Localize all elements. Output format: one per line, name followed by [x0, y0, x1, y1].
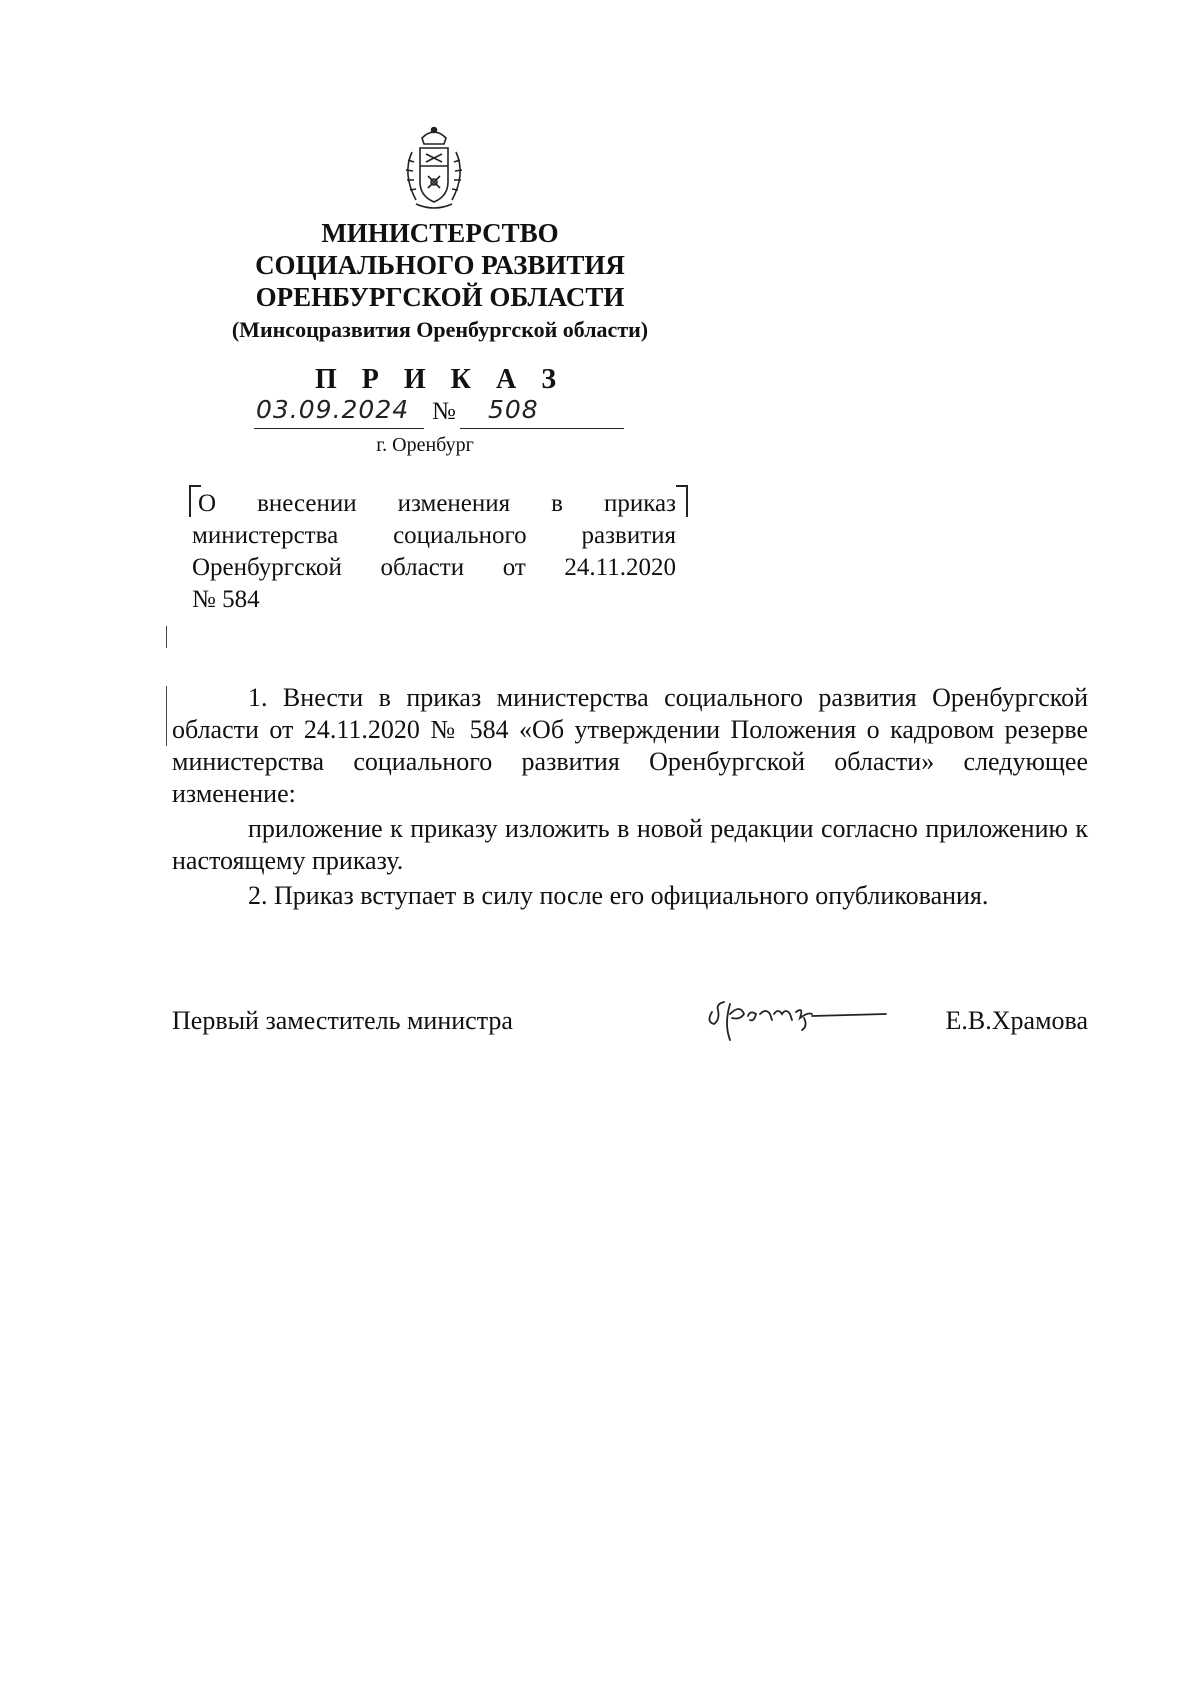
- subject-line-2: министерства социального развития: [192, 522, 676, 549]
- signatory-name: Е.В.Храмова: [945, 1006, 1088, 1035]
- signatory-position: Первый заместитель министра: [172, 1006, 513, 1035]
- order-date: 03.09.2024: [256, 395, 410, 424]
- subject-bracket-right: [676, 485, 688, 517]
- scan-mark: [166, 626, 167, 648]
- subject-line-4: № 584: [192, 586, 260, 613]
- order-date-number: [254, 395, 624, 431]
- ministry-name-line-3: ОРЕНБУРГСКОЙ ОБЛАСТИ: [255, 282, 625, 312]
- subject-line-1: О внесении изменения в приказ: [198, 490, 676, 517]
- ministry-name-line-1: МИНИСТЕРСТВО: [321, 218, 559, 248]
- handwritten-signature: [700, 990, 890, 1050]
- ministry-name-line-2: СОЦИАЛЬНОГО РАЗВИТИЯ: [255, 250, 625, 280]
- scan-mark: [166, 686, 167, 746]
- order-title: П Р И К А З: [315, 364, 565, 395]
- ministry-short-name: (Минсоцразвития Оренбургской области): [231, 317, 649, 342]
- number-sign: №: [432, 398, 456, 425]
- order-city: г. Оренбург: [376, 434, 474, 456]
- coat-of-arms-icon: [394, 124, 474, 214]
- order-subject: [192, 488, 676, 616]
- body-paragraph-2: приложение к приказу изложить в новой редакции согласно приложению к настоящему приказу.: [172, 814, 1088, 875]
- body-paragraph-3: 2. Приказ вступает в силу после его официального опубликования.: [248, 881, 989, 910]
- body-paragraph-1: 1. Внести в приказ министерства социального развития Оренбургской области от 24.11.2020 № 584 «Об утверждении Положения о кадровом резерве министерства социального развития Оренбургской области» следующее изменение:: [172, 683, 1088, 808]
- order-number: 508: [488, 395, 539, 424]
- subject-line-3: Оренбургской области от 24.11.2020: [192, 554, 676, 581]
